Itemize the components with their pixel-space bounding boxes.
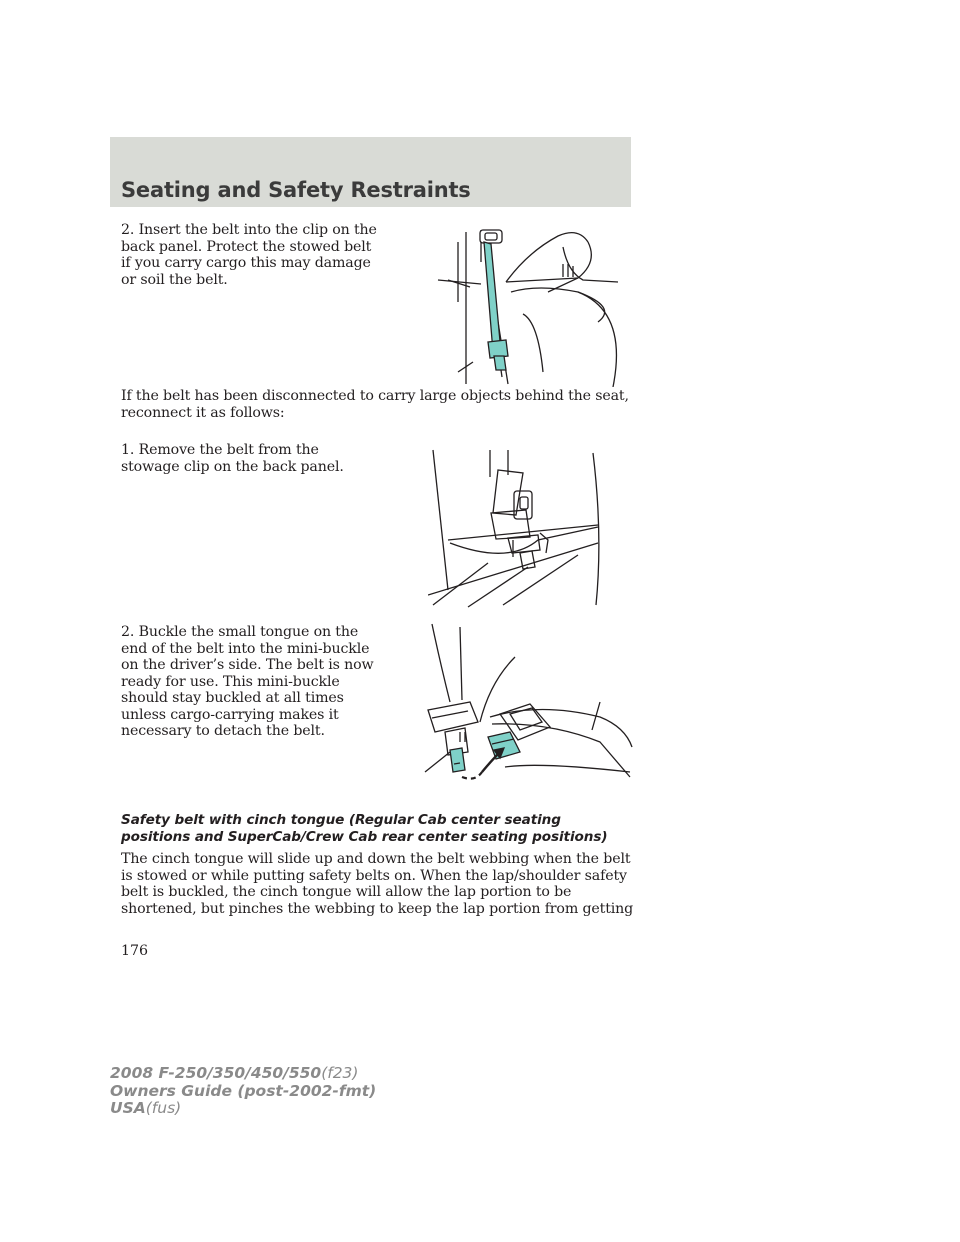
footer-model-line [110,1065,376,1083]
step-insert-clip-text: 2. Insert the belt into the clip on the back panel. Protect the stowed belt if you carry cargo this may damage or soil the belt. [121,222,377,288]
footer-model: 2008 F-250/350/450/550 [110,1064,322,1082]
footer-guide-line [110,1083,376,1101]
page-number: 176 [121,943,149,959]
footer-guide: Owners Guide (post-2002-fmt) [110,1081,377,1100]
mini-buckle-illustration [420,622,635,782]
step-buckle-tongue-text: 2. Buckle the small tongue on the end of the belt into the mini-buckle on the driver’s side. The belt is now ready for use. This mini-buckle should stay buckled at all times unless cargo-carrying makes it necessary to detach the belt. [121,624,374,739]
belt-stowed-illustration [428,222,628,387]
reconnect-intro-text: If the belt has been disconnected to carry large objects behind the seat, reconnect it as follows: [121,388,629,421]
belt-remove-illustration [428,445,608,610]
footer-region: USA [110,1099,146,1117]
cinch-tongue-paragraph: The cinch tongue will slide up and down the belt webbing when the belt is stowed or while putting safety belts on. When the lap/shoulder safety belt is buckled, the cinch tongue will allow the lap portion to be shortened, but pinches the webbing to keep the lap portion from getting [121,851,634,917]
document-footer [110,1065,376,1118]
page-title: Seating and Safety Restraints [121,178,471,202]
step-remove-belt-text: 1. Remove the belt from the stowage clip on the back panel. [121,442,344,475]
cinch-tongue-section-heading: Safety belt with cinch tongue (Regular Cab center seating positions and SuperCab/Crew Cab rear center seating positions) [121,812,608,845]
footer-region-line [110,1100,376,1118]
footer-region-code: (fus) [145,1099,182,1117]
footer-model-code: (f23) [321,1064,359,1082]
